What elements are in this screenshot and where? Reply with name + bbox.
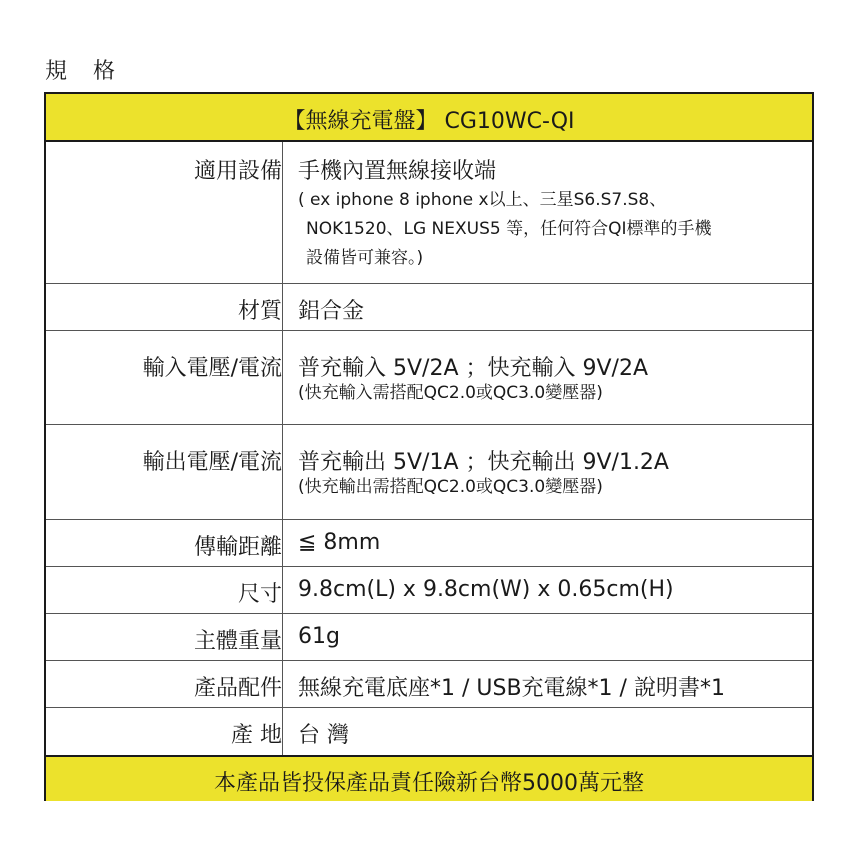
table-row — [46, 520, 812, 567]
row-value: 無線充電底座*1 / USB充電線*1 / 說明書*1 — [298, 676, 725, 701]
table-row — [46, 708, 812, 755]
row-label: 傳輸距離 — [193, 535, 282, 560]
row-value: 鋁合金 — [298, 299, 365, 324]
table-footer — [46, 755, 812, 801]
row-label: 產品配件 — [193, 676, 282, 701]
row-value: ≦ 8mm — [298, 530, 381, 555]
row-value: 9.8cm(L) x 9.8cm(W) x 0.65cm(H) — [298, 577, 674, 602]
row-note: (快充輸出需搭配QC2.0或QC3.0變壓器) — [298, 477, 603, 497]
table-row — [46, 331, 812, 425]
table-row — [46, 614, 812, 661]
table-row — [46, 661, 812, 708]
row-note: ( ex iphone 8 iphone x以上、三星S6.S7.S8、 — [298, 190, 667, 210]
spec-table — [44, 92, 814, 801]
row-label: 輸入電壓/電流 — [142, 356, 282, 381]
section-title: 規 格 — [45, 59, 118, 84]
product-name: 【無線充電盤】 CG10WC-QI — [283, 109, 575, 134]
row-label: 輸出電壓/電流 — [142, 450, 282, 475]
row-value: 普充輸出 5V/1A ；快充輸出 9V/1.2A — [298, 450, 669, 475]
table-row — [46, 425, 812, 520]
row-value: 台 灣 — [298, 723, 349, 748]
table-row — [46, 567, 812, 614]
row-value: 手機內置無線接收端 — [298, 159, 497, 184]
table-row — [46, 142, 812, 284]
row-note: NOK1520、LG NEXUS5 等，任何符合QI標準的手機 — [306, 219, 712, 239]
row-label: 主體重量 — [193, 629, 282, 654]
row-value: 普充輸入 5V/2A ；快充輸入 9V/2A — [298, 356, 648, 381]
row-label: 產 地 — [231, 723, 282, 748]
insurance-note: 本產品皆投保產品責任險新台幣5000萬元整 — [214, 771, 644, 796]
row-label: 材質 — [237, 299, 282, 324]
row-label: 尺寸 — [237, 582, 282, 607]
table-header — [46, 94, 812, 142]
row-value: 61g — [298, 624, 340, 649]
table-row — [46, 284, 812, 331]
row-note: (快充輸入需搭配QC2.0或QC3.0變壓器) — [298, 383, 603, 403]
row-note: 設備皆可兼容。) — [306, 248, 424, 268]
row-label: 適用設備 — [193, 159, 282, 184]
